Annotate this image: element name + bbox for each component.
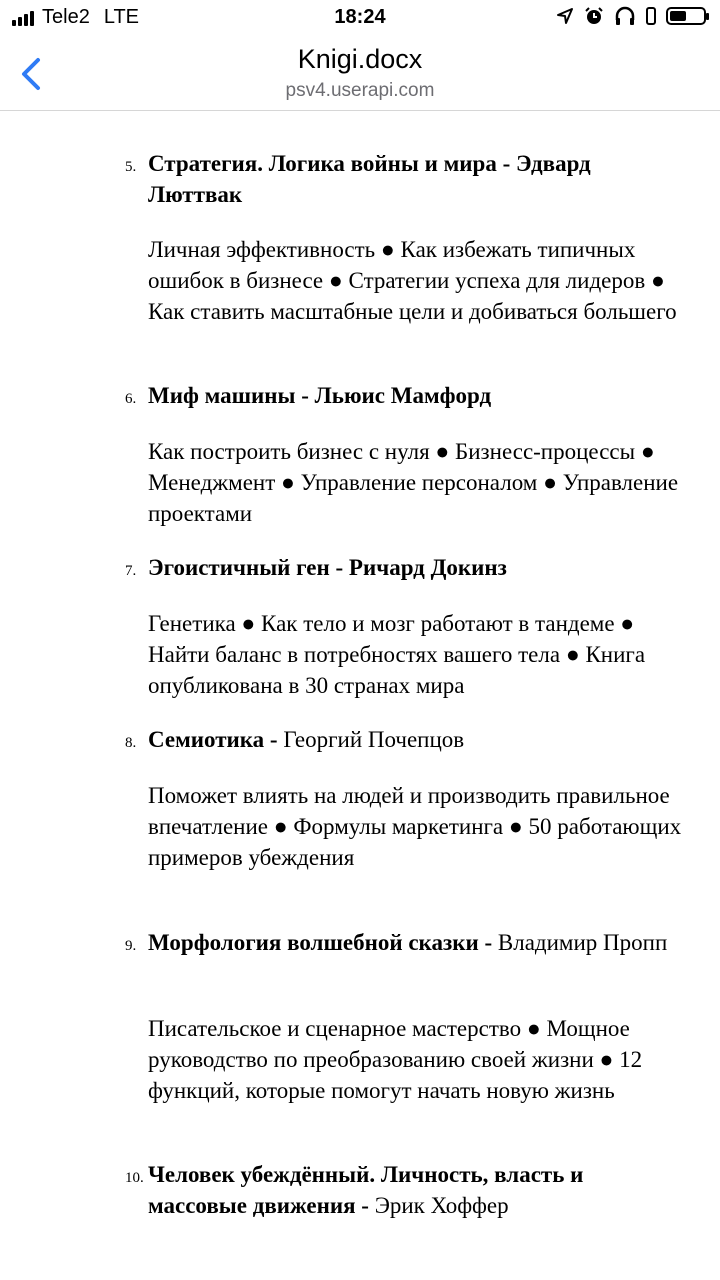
book-description: Писательское и сценарное мастерство ● Мощное руководство по преобразованию своей жизни ● 12 функций, которые помогут начать новую жизнь [148,1016,643,1103]
item-number: 6. [125,391,137,407]
item-number: 9. [125,938,137,954]
alarm-clock-icon [584,6,604,26]
document-title: Knigi.docx [297,44,423,74]
status-bar [0,0,720,40]
item-number: 5. [125,159,137,175]
book-description: Личная эффективность ● Как избежать типичных ошибок в бизнесе ● Стратегии успеха для лидеров ● Как ставить масштабные цели и добиваться большего [148,237,677,324]
headphones-icon [614,6,636,26]
book-title: Морфология волшебной сказки - Владимир Пропп [148,930,668,955]
carrier-name: Tele2 [42,6,90,28]
battery-icon [666,7,706,25]
item-number: 8. [125,735,137,751]
clock: 18:24 [334,6,386,28]
book-title: Семиотика - Георгий Почепцов [148,727,465,752]
item-number: 7. [125,563,137,579]
network-type: LTE [103,6,140,28]
book-title: Человек убеждённый. Личность, власть и массовые движения - Эрик Хоффер [148,1162,584,1218]
document-source: psv4.userapi.com [285,80,435,101]
book-description: Как построить бизнес с нуля ● Бизнесс-процессы ● Менеджмент ● Управление персоналом ● Управление проектами [148,439,679,526]
location-arrow-icon [556,7,574,25]
book-description: Поможет влиять на людей и производить правильное впечатление ● Формулы маркетинга ● 50 работающих примеров убеждения [148,783,682,870]
book-title: Миф машины - Льюис Мамфорд [148,383,492,408]
orientation-lock-icon [646,6,656,26]
book-title: Эгоистичный ген - Ричард Докинз [148,555,507,580]
book-description: Генетика ● Как тело и мозг работают в тандеме ● Найти баланс в потребностях вашего тела ● Книга опубликована в 30 странах мира [148,611,646,698]
item-number: 10. [125,1170,144,1186]
book-title: Стратегия. Логика войны и мира - Эдвард Люттвак [148,151,591,207]
navigation-bar [0,40,720,111]
